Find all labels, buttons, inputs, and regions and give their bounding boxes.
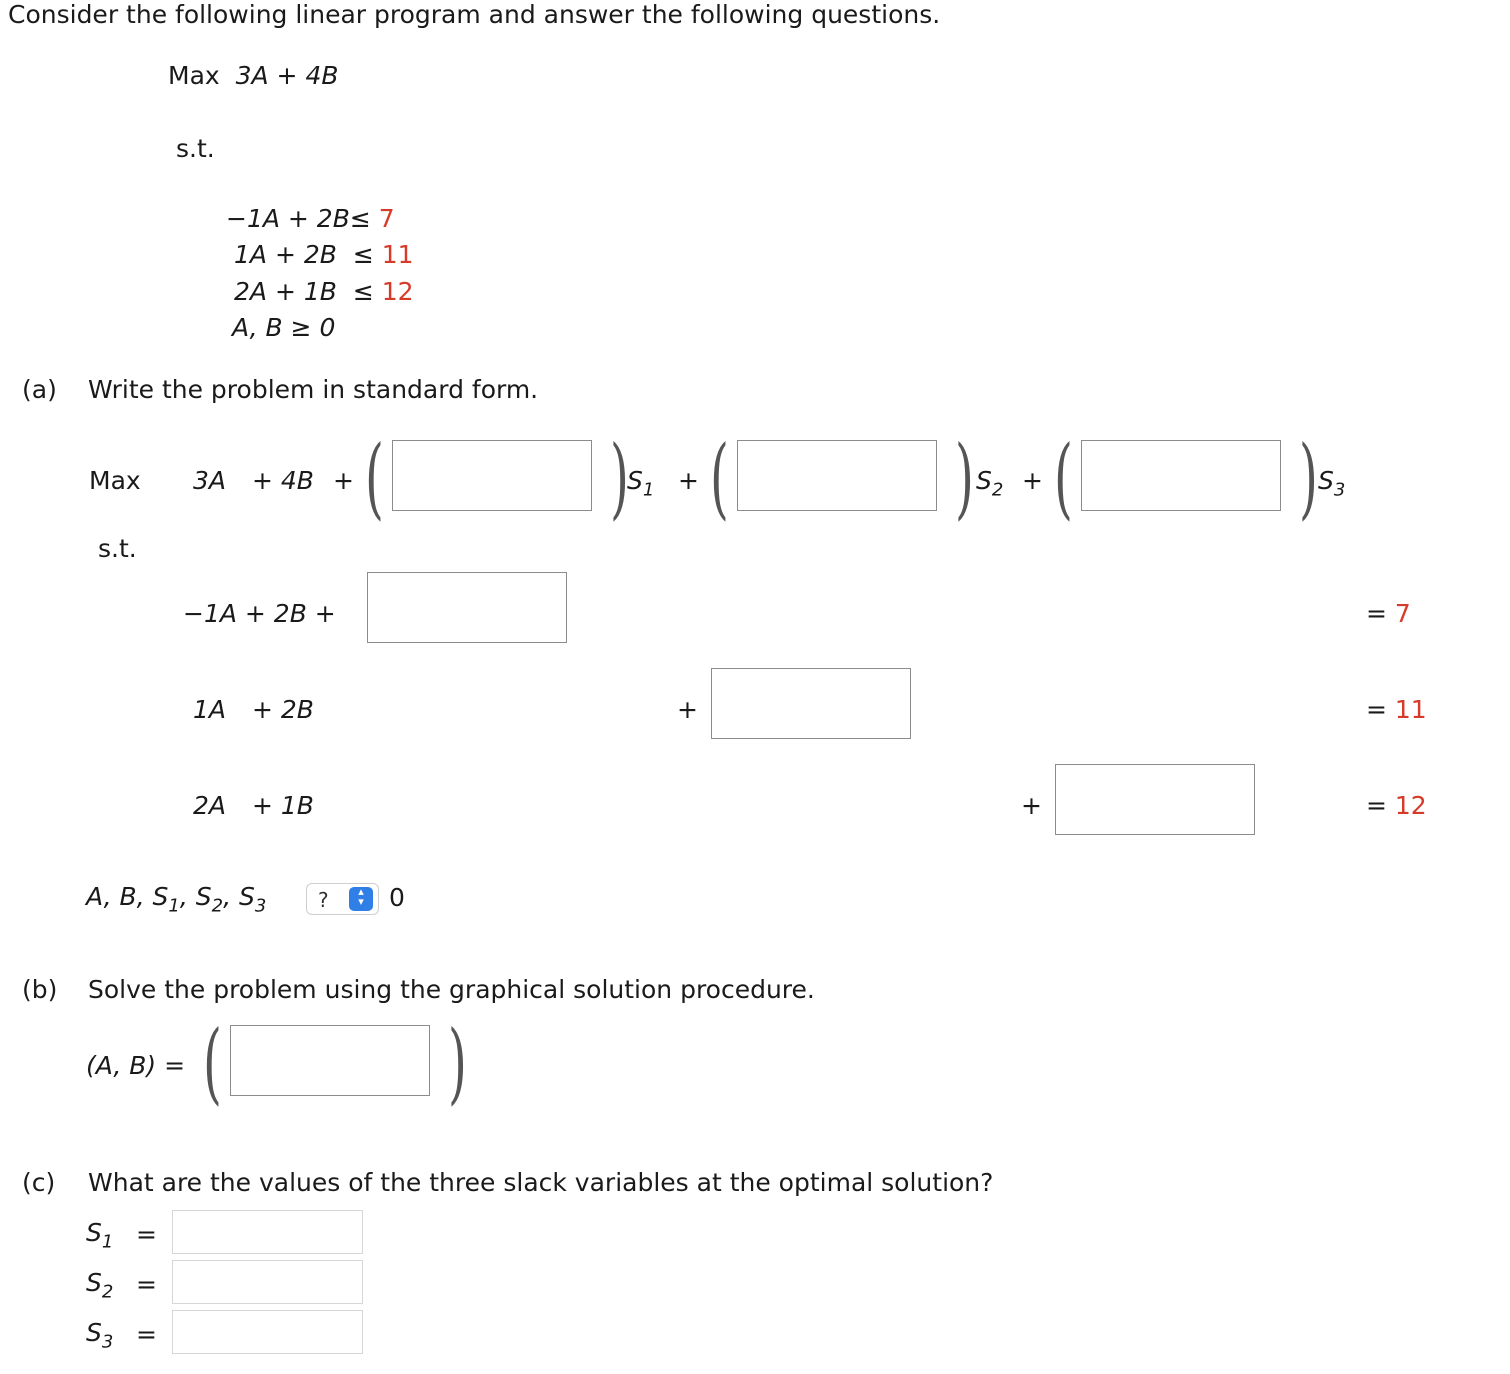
r2-slack-input[interactable]	[711, 668, 911, 739]
s-letter: S	[238, 882, 255, 911]
std-r2-1a: 1A	[193, 695, 227, 724]
std-r2-plus: +	[677, 695, 698, 724]
open-paren: (	[203, 1011, 222, 1114]
lp-c1-rhs: 7	[378, 204, 395, 233]
s-letter: S	[86, 1318, 102, 1347]
part-c-label: (c)	[22, 1168, 56, 1197]
lp-st: s.t.	[176, 134, 215, 163]
s3-coef-input[interactable]	[1081, 440, 1281, 511]
s-letter: S	[627, 466, 643, 495]
ab-label: (A, B) =	[86, 1051, 186, 1080]
part-c-question: What are the values of the three slack variables at the optimal solution?	[88, 1168, 994, 1197]
slack-s3-eq: =	[136, 1320, 157, 1349]
slack-s3-label	[86, 1318, 114, 1353]
s-letter: S	[152, 882, 169, 911]
close-paren: )	[448, 1011, 467, 1114]
s-letter: S	[195, 882, 212, 911]
slack-s2-input[interactable]	[172, 1260, 363, 1304]
lp-c1-lhs: −1A + 2B	[226, 204, 350, 233]
sub-2: 2	[211, 895, 224, 917]
sub-1: 1	[101, 1231, 114, 1253]
open-paren: (	[1054, 426, 1073, 529]
sub-1: 1	[642, 479, 655, 501]
std-r1-rhs	[1366, 601, 1411, 626]
slack-s1-label	[86, 1218, 114, 1253]
nonneg-ab: A, B,	[86, 882, 153, 911]
close-paren: )	[1299, 426, 1318, 529]
slack-s3-input[interactable]	[172, 1310, 363, 1354]
intro-text: Consider the following linear program and answer the following questions.	[8, 0, 941, 29]
slack-s1-eq: =	[136, 1220, 157, 1249]
s2-coef-input[interactable]	[737, 440, 937, 511]
std-r3-plus: +	[1021, 791, 1042, 820]
std-obj-s3	[1318, 466, 1346, 501]
s1-coef-input[interactable]	[392, 440, 592, 511]
rhs-value: 11	[1394, 695, 1427, 724]
open-paren: (	[365, 426, 384, 529]
s-letter: S	[86, 1268, 102, 1297]
lp-c2-op: ≤	[352, 240, 374, 269]
part-b-question: Solve the problem using the graphical solution procedure.	[88, 975, 815, 1004]
lp-c3-lhs: 2A + 1B	[234, 277, 337, 306]
sub-1: 1	[168, 895, 180, 917]
slack-s1-input[interactable]	[172, 1210, 363, 1254]
std-r2-rhs	[1366, 697, 1427, 722]
open-paren: (	[710, 426, 729, 529]
updown-chevron-icon: ▴ ▾	[349, 887, 373, 911]
s-letter: S	[976, 466, 992, 495]
std-st: s.t.	[98, 534, 137, 563]
part-a-label: (a)	[22, 375, 57, 404]
lp-nonneg: A, B ≥ 0	[232, 313, 336, 342]
eq-sign: =	[1366, 695, 1387, 724]
lp-constraint-3	[234, 279, 414, 304]
lp-objective	[168, 63, 339, 88]
lp-c2-rhs: 11	[381, 240, 414, 269]
rhs-value: 12	[1394, 791, 1427, 820]
std-obj-plus-3: +	[1022, 466, 1043, 495]
lp-c1-op: ≤	[349, 204, 371, 233]
rhs-value: 7	[1394, 599, 1411, 628]
s-letter: S	[86, 1218, 102, 1247]
slack-s2-eq: =	[136, 1270, 157, 1299]
part-a-question: Write the problem in standard form.	[88, 375, 539, 404]
sub-3: 3	[254, 895, 267, 917]
s-letter: S	[1318, 466, 1334, 495]
lp-c3-rhs: 12	[381, 277, 414, 306]
close-paren: )	[955, 426, 974, 529]
std-obj-plus-2: +	[678, 466, 699, 495]
std-obj-3a: 3A	[193, 466, 227, 495]
std-r3-2a: 2A	[193, 791, 227, 820]
lp-constraint-1	[226, 206, 395, 231]
lp-c2-lhs: 1A + 2B	[234, 240, 337, 269]
lp-objective-expr: 3A + 4B	[235, 61, 339, 90]
std-r1-lhs: −1A + 2B +	[183, 599, 336, 628]
eq-sign: =	[1366, 791, 1387, 820]
close-paren: )	[610, 426, 629, 529]
lp-max-label: Max	[168, 61, 220, 90]
std-r3-1b: + 1B	[252, 791, 314, 820]
std-nonneg-vars: A, B, $S_1$, $S_2$, $S_3$	[86, 882, 267, 917]
sign-select-value: ?	[318, 888, 329, 912]
sub-2: 2	[101, 1281, 114, 1303]
sub-2: 2	[991, 479, 1004, 501]
r3-slack-input[interactable]	[1055, 764, 1255, 835]
sign-select[interactable]	[306, 883, 379, 915]
std-nonneg-zero: 0	[389, 883, 405, 912]
part-b-label: (b)	[22, 975, 58, 1004]
eq-sign: =	[1366, 599, 1387, 628]
lp-constraint-2	[234, 242, 414, 267]
r1-slack-input[interactable]	[367, 572, 567, 643]
std-obj-4b: + 4B	[252, 466, 314, 495]
ab-answer-input[interactable]	[230, 1025, 430, 1096]
sub-3: 3	[1333, 479, 1346, 501]
std-r2-2b: + 2B	[252, 695, 314, 724]
std-obj-plus: +	[333, 466, 354, 495]
std-r3-rhs	[1366, 793, 1427, 818]
std-max-label: Max	[89, 466, 141, 495]
sub-3: 3	[101, 1331, 114, 1353]
std-obj-s1	[627, 466, 655, 501]
std-obj-s2	[976, 466, 1004, 501]
lp-c3-op: ≤	[352, 277, 374, 306]
slack-s2-label	[86, 1268, 114, 1303]
